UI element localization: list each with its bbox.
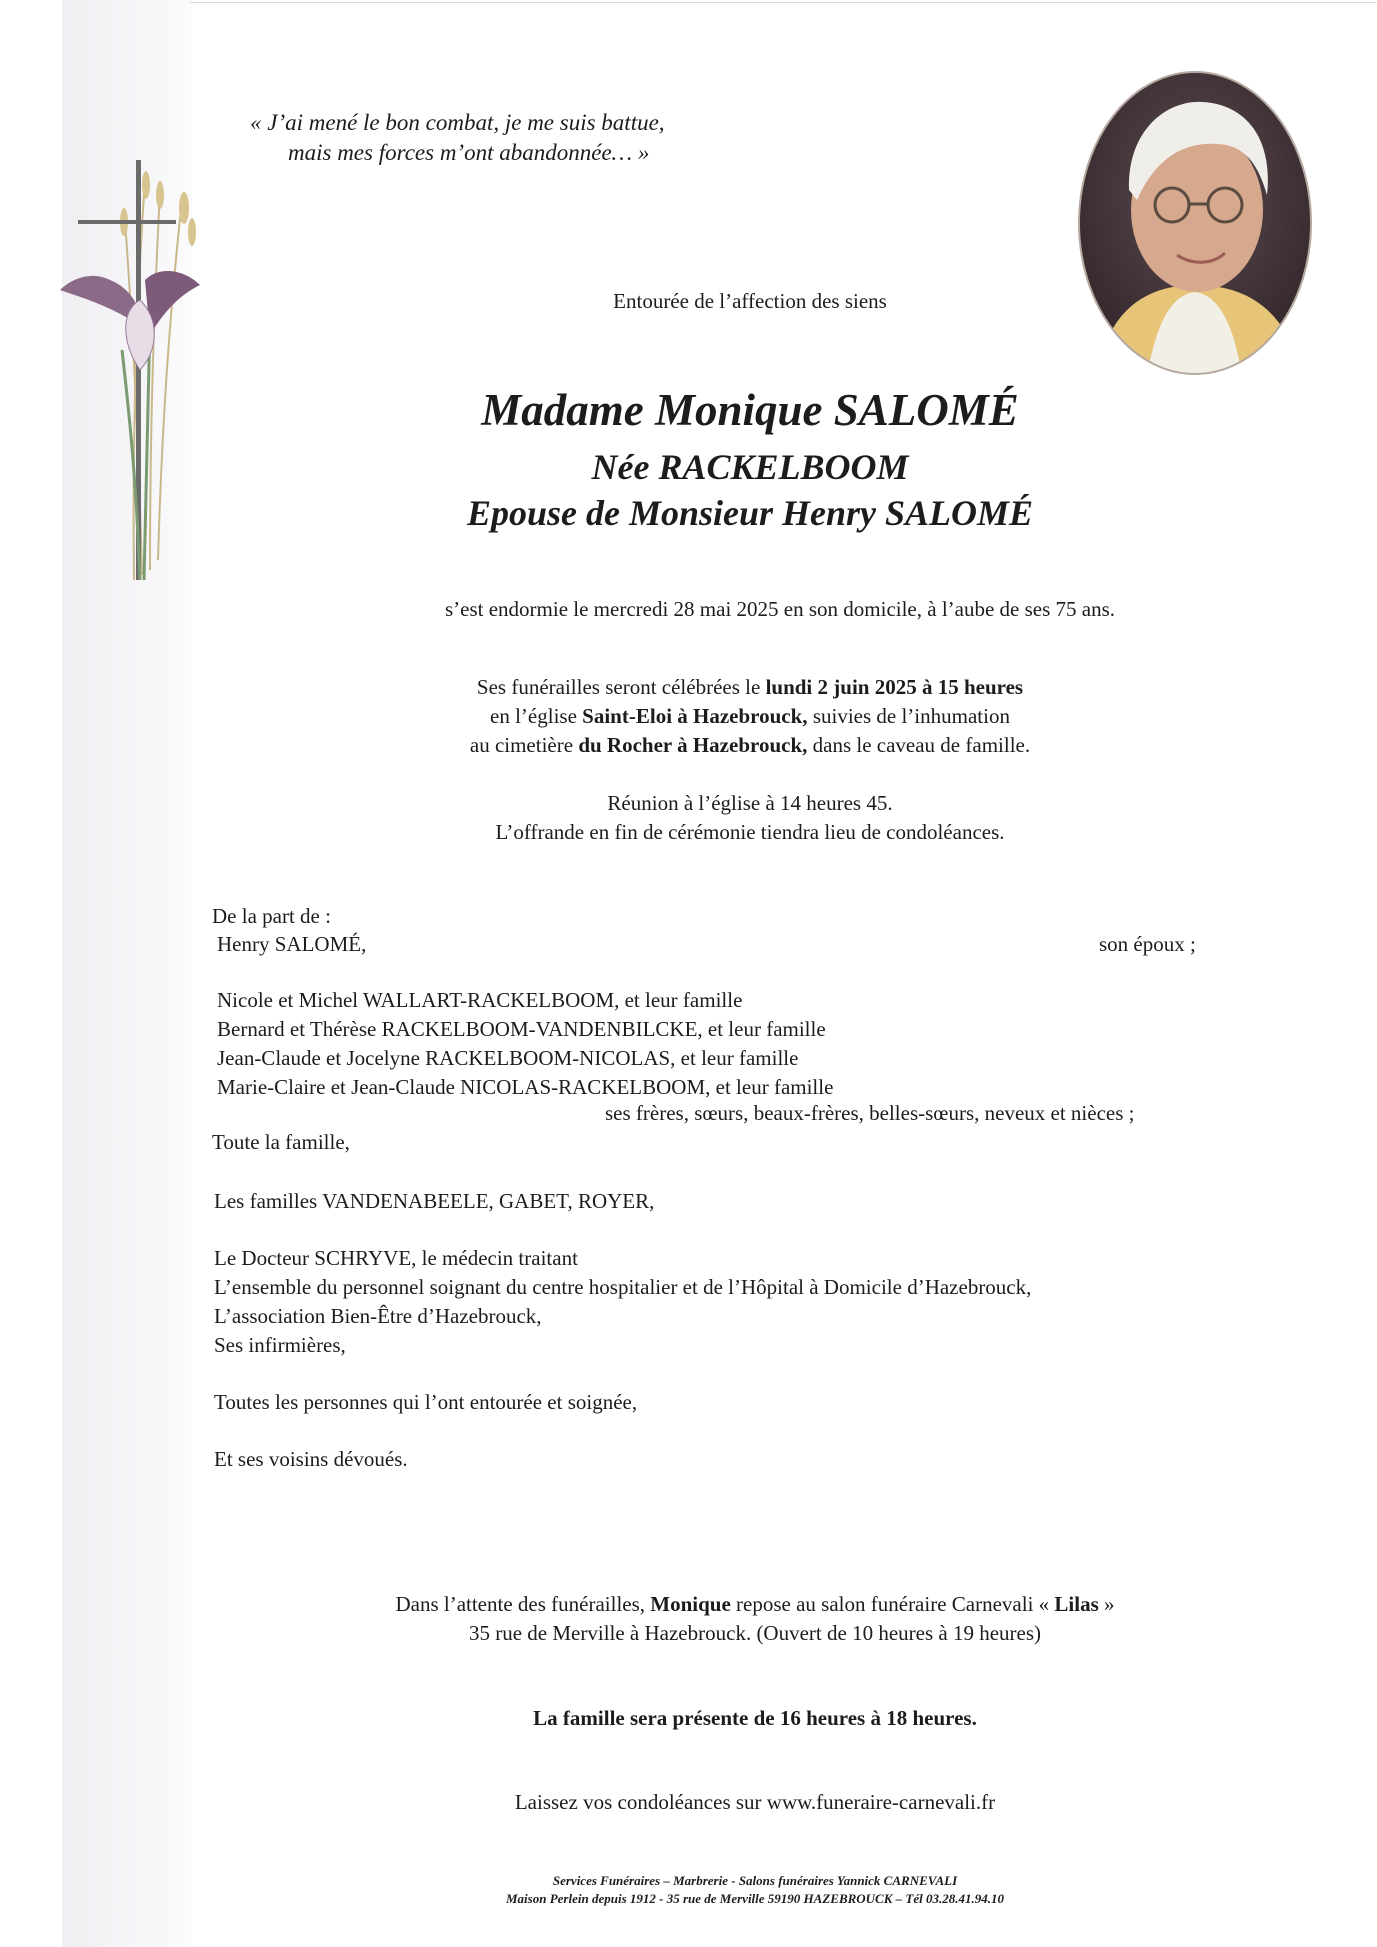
condolences-link[interactable]: Laissez vos condoléances sur www.funeraire-carnevali.fr <box>514 1790 996 1814</box>
funeral-line: en l’église Saint-Eloi à Hazebrouck, suivies de l’inhumation <box>490 704 1010 728</box>
spouse-line: Epouse de Monsieur Henry SALOMÉ <box>466 493 1034 533</box>
portrait-photo <box>1077 70 1313 376</box>
list-item: L’ensemble du personnel soignant du centre hospitalier et de l’Hôpital à Domicile d’Hazebrouck, <box>214 1275 1032 1299</box>
neighbours-line: Et ses voisins dévoués. <box>214 1447 408 1471</box>
list-item: Nicole et Michel WALLART-RACKELBOOM, et leur famille <box>217 988 743 1012</box>
reunion-line: Réunion à l’église à 14 heures 45. <box>607 791 893 815</box>
funeral-details <box>300 673 1200 760</box>
list-item: Marie-Claire et Jean-Claude NICOLAS-RACKELBOOM, et leur famille <box>217 1075 834 1099</box>
funeral-home-info <box>300 1590 1210 1648</box>
spouse-name: Henry SALOMÉ, <box>217 932 367 956</box>
footer-line: Services Funéraires – Marbrerie - Salons funéraires Yannick CARNEVALI <box>552 1873 958 1888</box>
deceased-name: Madame Monique SALOMÉ <box>481 385 1019 435</box>
funeral-line: au cimetière du Rocher à Hazebrouck, dans le caveau de famille. <box>469 733 1031 757</box>
whole-family: Toute la famille, <box>212 1130 350 1154</box>
all-people-line: Toutes les personnes qui l’ont entourée et soignée, <box>214 1390 638 1414</box>
from-label: De la part de : <box>212 904 331 928</box>
epitaph-quote <box>250 108 770 168</box>
reunion-details <box>300 789 1200 847</box>
siblings-list <box>217 986 833 1102</box>
funeral-line: Ses funérailles seront célébrées le lundi 2 juin 2025 à 15 heures <box>476 675 1024 699</box>
death-notice: s’est endormie le mercredi 28 mai 2025 en son domicile, à l’aube de ses 75 ans. <box>444 597 1116 621</box>
funeral-home-footer <box>300 1872 1210 1908</box>
quote-line: mais mes forces m’ont abandonnée… » <box>288 140 650 165</box>
rest-line: 35 rue de Merville à Hazebrouck. (Ouvert de 10 heures à 19 heures) <box>468 1621 1041 1645</box>
spouse-role: son époux ; <box>1099 932 1196 956</box>
siblings-role: ses frères, sœurs, beaux-frères, belles-sœurs, neveux et nièces ; <box>605 1101 1135 1125</box>
list-item: Jean-Claude et Jocelyne RACKELBOOM-NICOLAS, et leur famille <box>217 1046 799 1070</box>
family-presence: La famille sera présente de 16 heures à 18 heures. <box>533 1706 977 1730</box>
cross-lily-icon <box>50 160 210 590</box>
quote-line: « J’ai mené le bon combat, je me suis battue, <box>250 110 665 135</box>
footer-line: Maison Perlein depuis 1912 - 35 rue de Merville 59190 HAZEBROUCK – Tél 03.28.41.94.10 <box>506 1891 1004 1906</box>
care-list <box>214 1244 1031 1360</box>
list-item: L’association Bien-Être d’Hazebrouck, <box>214 1304 542 1328</box>
families-line: Les familles VANDENABEELE, GABET, ROYER, <box>214 1189 655 1213</box>
list-item: Le Docteur SCHRYVE, le médecin traitant <box>214 1246 578 1270</box>
top-border <box>190 2 1377 3</box>
reunion-line: L’offrande en fin de cérémonie tiendra lieu de condoléances. <box>495 820 1005 844</box>
list-item: Bernard et Thérèse RACKELBOOM-VANDENBILCKE, et leur famille <box>217 1017 826 1041</box>
list-item: Ses infirmières, <box>214 1333 346 1357</box>
rest-line: Dans l’attente des funérailles, Monique repose au salon funéraire Carnevali « Lilas » <box>395 1592 1115 1616</box>
maiden-name: Née RACKELBOOM <box>591 447 909 487</box>
intro-line: Entourée de l’affection des siens <box>613 289 887 313</box>
